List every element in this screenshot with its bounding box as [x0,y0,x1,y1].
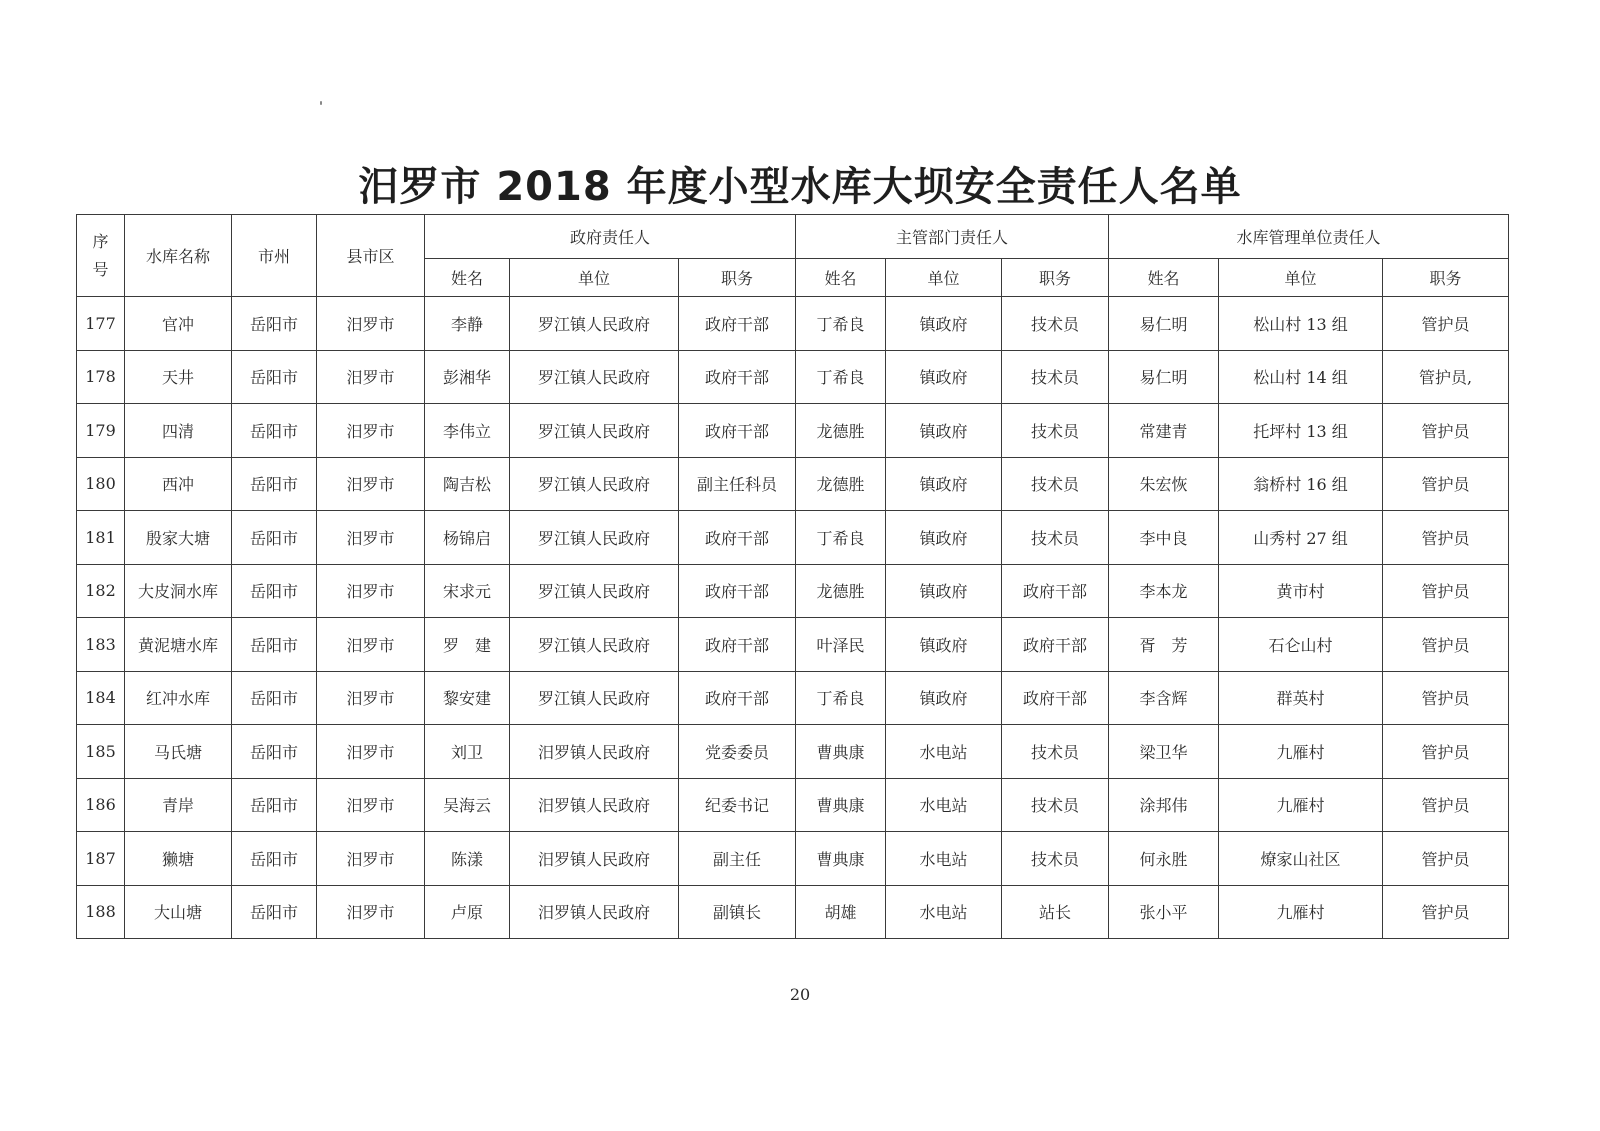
cell-reservoir-name: 官冲 [125,297,232,351]
table-row [77,404,1509,458]
header-dept-name: 姓名 [796,259,886,297]
cell-county: 汨罗市 [317,297,425,351]
header-gov-position: 职务 [679,259,796,297]
page-number: 20 [789,985,811,1004]
cell-reservoir-name: 四清 [125,404,232,458]
cell-gov-position: 政府干部 [679,564,796,618]
cell-gov-position: 政府干部 [679,297,796,351]
cell-gov-unit: 汨罗镇人民政府 [510,725,679,779]
cell-dept-position: 政府干部 [1002,618,1109,672]
scan-speck [320,101,322,105]
cell-gov-position: 政府干部 [679,618,796,672]
header-mgmt-unit: 单位 [1219,259,1383,297]
cell-mgmt-name: 何永胜 [1109,832,1219,886]
cell-dept-unit: 镇政府 [886,404,1002,458]
cell-dept-name: 丁希良 [796,671,886,725]
cell-mgmt-position: 管护员 [1383,725,1509,779]
cell-gov-name: 刘卫 [425,725,510,779]
cell-mgmt-unit: 松山村 13 组 [1219,297,1383,351]
table-row [77,778,1509,832]
cell-reservoir-name: 西冲 [125,457,232,511]
table-body [77,297,1509,939]
cell-mgmt-position: 管护员, [1383,350,1509,404]
cell-dept-unit: 水电站 [886,778,1002,832]
cell-dept-name: 曹典康 [796,778,886,832]
responsibility-table [76,214,1509,939]
cell-gov-name: 彭湘华 [425,350,510,404]
cell-gov-unit: 罗江镇人民政府 [510,511,679,565]
cell-city: 岳阳市 [232,564,317,618]
cell-county: 汨罗市 [317,671,425,725]
cell-mgmt-unit: 托坪村 13 组 [1219,404,1383,458]
cell-mgmt-position: 管护员 [1383,671,1509,725]
cell-gov-position: 政府干部 [679,511,796,565]
cell-mgmt-position: 管护员 [1383,457,1509,511]
cell-city: 岳阳市 [232,885,317,939]
cell-reservoir-name: 大山塘 [125,885,232,939]
cell-county: 汨罗市 [317,564,425,618]
cell-gov-unit: 罗江镇人民政府 [510,297,679,351]
cell-gov-unit: 汨罗镇人民政府 [510,885,679,939]
header-seq-line1: 序 [92,231,109,251]
cell-dept-name: 曹典康 [796,832,886,886]
cell-reservoir-name: 大皮洞水库 [125,564,232,618]
cell-mgmt-position: 管护员 [1383,832,1509,886]
cell-reservoir-name: 黄泥塘水库 [125,618,232,672]
header-gov-unit: 单位 [510,259,679,297]
table-row [77,297,1509,351]
cell-city: 岳阳市 [232,350,317,404]
cell-city: 岳阳市 [232,511,317,565]
cell-reservoir-name: 殷家大塘 [125,511,232,565]
table-row [77,671,1509,725]
cell-seq: 182 [77,564,125,618]
cell-mgmt-position: 管护员 [1383,564,1509,618]
cell-reservoir-name: 红冲水库 [125,671,232,725]
cell-dept-position: 技术员 [1002,778,1109,832]
cell-city: 岳阳市 [232,778,317,832]
header-dept-position: 职务 [1002,259,1109,297]
cell-seq: 183 [77,618,125,672]
cell-gov-position: 政府干部 [679,350,796,404]
cell-dept-name: 叶泽民 [796,618,886,672]
cell-reservoir-name: 天井 [125,350,232,404]
cell-dept-position: 技术员 [1002,297,1109,351]
cell-gov-unit: 罗江镇人民政府 [510,457,679,511]
cell-gov-position: 副主任 [679,832,796,886]
header-mgmt-position: 职务 [1383,259,1509,297]
cell-mgmt-unit: 九雁村 [1219,885,1383,939]
cell-gov-unit: 罗江镇人民政府 [510,350,679,404]
cell-dept-position: 技术员 [1002,511,1109,565]
cell-gov-name: 陶吉松 [425,457,510,511]
cell-dept-unit: 镇政府 [886,511,1002,565]
cell-dept-position: 政府干部 [1002,671,1109,725]
cell-mgmt-name: 梁卫华 [1109,725,1219,779]
cell-county: 汨罗市 [317,404,425,458]
cell-dept-unit: 水电站 [886,832,1002,886]
cell-mgmt-name: 李含辉 [1109,671,1219,725]
cell-seq: 181 [77,511,125,565]
cell-seq: 179 [77,404,125,458]
cell-mgmt-position: 管护员 [1383,618,1509,672]
table-row [77,511,1509,565]
cell-gov-position: 政府干部 [679,671,796,725]
cell-dept-unit: 水电站 [886,725,1002,779]
header-reservoir: 水库名称 [125,215,232,297]
cell-mgmt-unit: 山秀村 27 组 [1219,511,1383,565]
cell-seq: 185 [77,725,125,779]
cell-dept-name: 曹典康 [796,725,886,779]
cell-city: 岳阳市 [232,297,317,351]
cell-seq: 180 [77,457,125,511]
cell-gov-position: 党委委员 [679,725,796,779]
cell-city: 岳阳市 [232,618,317,672]
cell-gov-position: 政府干部 [679,404,796,458]
cell-dept-unit: 镇政府 [886,618,1002,672]
cell-gov-name: 杨锦启 [425,511,510,565]
cell-mgmt-name: 朱宏恢 [1109,457,1219,511]
cell-gov-name: 吴海云 [425,778,510,832]
cell-mgmt-unit: 燎家山社区 [1219,832,1383,886]
page-title: 汨罗市 2018 年度小型水库大坝安全责任人名单 [358,164,1242,210]
header-group-dept: 主管部门责任人 [796,215,1109,259]
cell-dept-unit: 镇政府 [886,564,1002,618]
cell-county: 汨罗市 [317,885,425,939]
cell-dept-name: 龙德胜 [796,564,886,618]
cell-mgmt-unit: 九雁村 [1219,725,1383,779]
cell-county: 汨罗市 [317,778,425,832]
cell-dept-name: 龙德胜 [796,457,886,511]
cell-gov-unit: 汨罗镇人民政府 [510,778,679,832]
cell-seq: 187 [77,832,125,886]
cell-gov-position: 副镇长 [679,885,796,939]
cell-dept-unit: 镇政府 [886,457,1002,511]
cell-dept-unit: 镇政府 [886,671,1002,725]
cell-mgmt-unit: 群英村 [1219,671,1383,725]
cell-mgmt-name: 李本龙 [1109,564,1219,618]
cell-reservoir-name: 獭塘 [125,832,232,886]
header-dept-unit: 单位 [886,259,1002,297]
cell-mgmt-position: 管护员 [1383,404,1509,458]
cell-gov-unit: 罗江镇人民政府 [510,671,679,725]
cell-mgmt-name: 涂邦伟 [1109,778,1219,832]
cell-gov-unit: 罗江镇人民政府 [510,618,679,672]
table-row [77,457,1509,511]
cell-city: 岳阳市 [232,404,317,458]
cell-seq: 184 [77,671,125,725]
cell-dept-unit: 镇政府 [886,350,1002,404]
cell-seq: 186 [77,778,125,832]
header-row-groups [77,215,1509,259]
cell-county: 汨罗市 [317,832,425,886]
header-seq [77,215,125,297]
cell-county: 汨罗市 [317,618,425,672]
header-mgmt-name: 姓名 [1109,259,1219,297]
cell-seq: 177 [77,297,125,351]
cell-gov-unit: 罗江镇人民政府 [510,404,679,458]
cell-mgmt-unit: 翁桥村 16 组 [1219,457,1383,511]
cell-city: 岳阳市 [232,832,317,886]
cell-city: 岳阳市 [232,725,317,779]
cell-dept-name: 龙德胜 [796,404,886,458]
cell-gov-name: 宋求元 [425,564,510,618]
cell-gov-name: 李伟立 [425,404,510,458]
cell-gov-unit: 汨罗镇人民政府 [510,832,679,886]
cell-dept-unit: 镇政府 [886,297,1002,351]
header-city: 市州 [232,215,317,297]
header-county: 县市区 [317,215,425,297]
table-row [77,725,1509,779]
cell-gov-name: 黎安建 [425,671,510,725]
cell-county: 汨罗市 [317,725,425,779]
cell-gov-name: 罗 建 [425,618,510,672]
header-group-mgmt: 水库管理单位责任人 [1109,215,1509,259]
table-row [77,885,1509,939]
cell-dept-position: 技术员 [1002,832,1109,886]
cell-gov-name: 卢原 [425,885,510,939]
cell-mgmt-name: 张小平 [1109,885,1219,939]
cell-mgmt-name: 易仁明 [1109,350,1219,404]
cell-mgmt-unit: 九雁村 [1219,778,1383,832]
cell-mgmt-position: 管护员 [1383,511,1509,565]
header-group-gov: 政府责任人 [425,215,796,259]
header-seq-line2: 号 [92,259,109,279]
cell-dept-name: 丁希良 [796,511,886,565]
cell-dept-position: 站长 [1002,885,1109,939]
cell-dept-unit: 水电站 [886,885,1002,939]
table-row [77,832,1509,886]
cell-seq: 188 [77,885,125,939]
cell-dept-name: 丁希良 [796,350,886,404]
cell-county: 汨罗市 [317,511,425,565]
cell-mgmt-unit: 松山村 14 组 [1219,350,1383,404]
table-row [77,618,1509,672]
cell-dept-name: 胡雄 [796,885,886,939]
cell-gov-name: 陈漾 [425,832,510,886]
cell-mgmt-position: 管护员 [1383,297,1509,351]
cell-mgmt-name: 易仁明 [1109,297,1219,351]
cell-dept-position: 技术员 [1002,404,1109,458]
cell-seq: 178 [77,350,125,404]
cell-city: 岳阳市 [232,457,317,511]
cell-dept-position: 技术员 [1002,457,1109,511]
cell-county: 汨罗市 [317,350,425,404]
cell-county: 汨罗市 [317,457,425,511]
cell-reservoir-name: 马氏塘 [125,725,232,779]
cell-gov-position: 副主任科员 [679,457,796,511]
cell-dept-position: 技术员 [1002,350,1109,404]
cell-gov-unit: 罗江镇人民政府 [510,564,679,618]
header-gov-name: 姓名 [425,259,510,297]
cell-mgmt-unit: 黄市村 [1219,564,1383,618]
cell-mgmt-unit: 石仑山村 [1219,618,1383,672]
cell-gov-name: 李静 [425,297,510,351]
cell-city: 岳阳市 [232,671,317,725]
cell-mgmt-position: 管护员 [1383,778,1509,832]
cell-mgmt-name: 常建青 [1109,404,1219,458]
cell-dept-name: 丁希良 [796,297,886,351]
cell-reservoir-name: 青岸 [125,778,232,832]
table-row [77,564,1509,618]
cell-mgmt-name: 李中良 [1109,511,1219,565]
cell-dept-position: 政府干部 [1002,564,1109,618]
cell-dept-position: 技术员 [1002,725,1109,779]
table-row [77,350,1509,404]
cell-gov-position: 纪委书记 [679,778,796,832]
cell-mgmt-position: 管护员 [1383,885,1509,939]
cell-mgmt-name: 胥 芳 [1109,618,1219,672]
